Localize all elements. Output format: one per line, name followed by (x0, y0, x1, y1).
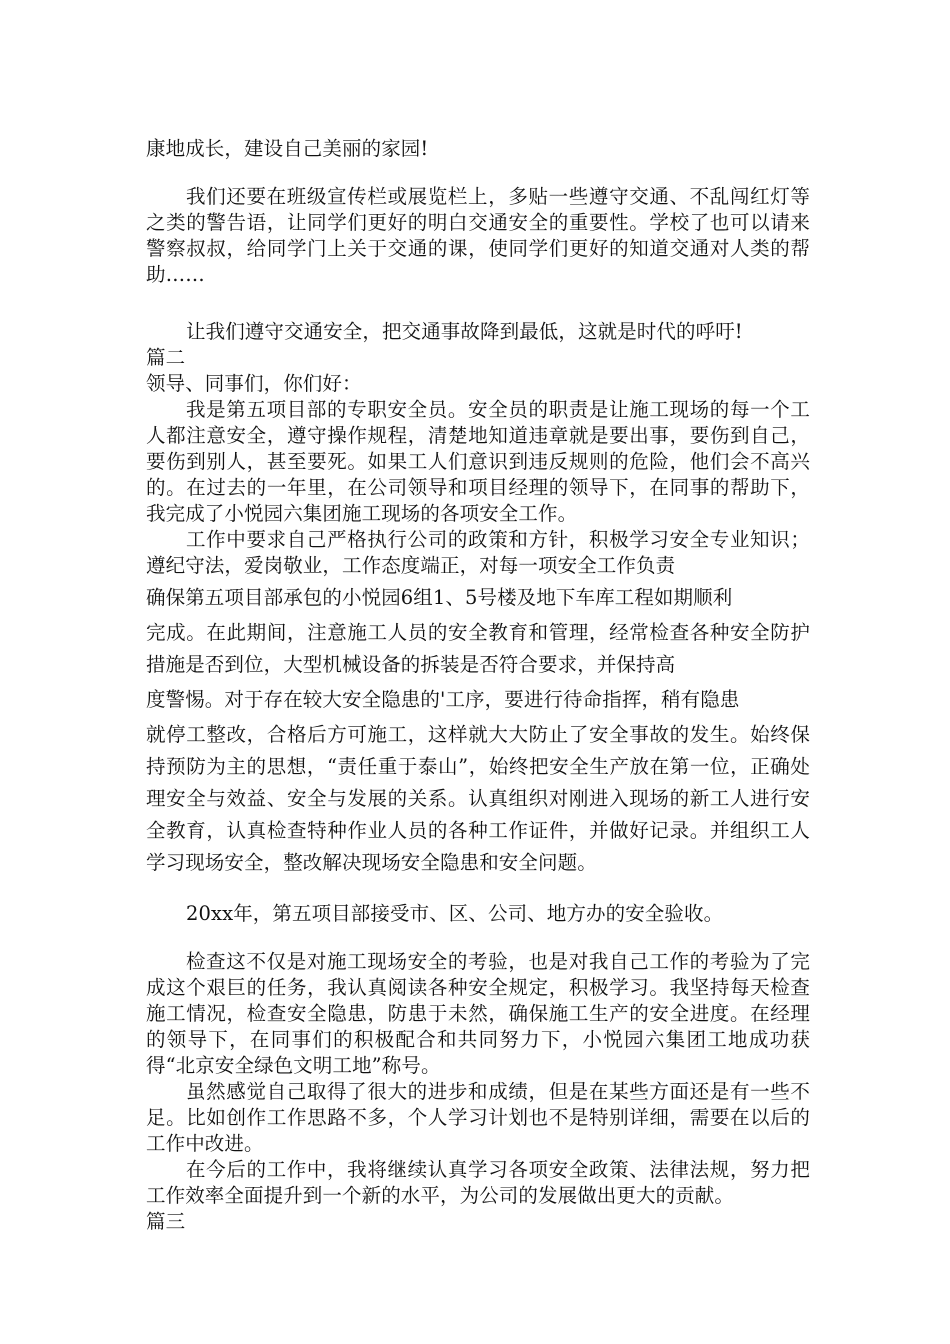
paragraph-work-b: 确保第五项目部承包的小悦园6组1、5号楼及地下车库工程如期顺利 (146, 586, 733, 609)
paragraph-intro-end: 康地成长，建设自己美丽的家园! (146, 137, 429, 160)
paragraph-work-a: 工作中要求自己严格执行公司的政策和方针，积极学习安全专业知识；遵纪守法，爱岗敬业，工作态度端正，对每一项安全工作负责 (146, 528, 810, 577)
paragraph-test: 检查这不仅是对施工现场安全的考验，也是对我自己工作的考验为了完成这个艰巨的任务，我认真阅读各种安全规定，积极学习。我坚持每天检查施工情况，检查安全隐患，防患于未然，确保施工生产的安全进度。在经理的领导下，在同事们的积极配合和共同努力下，小悦园六集团工地成功获得“北京安全绿色文明工地”称号。 (146, 950, 810, 1077)
document-body (146, 136, 810, 1235)
paragraph-promo: 我们还要在班级宣传栏或展览栏上，多贴一些遵守交通、不乱闯红灯等之类的警告语，让同学们更好的明白交通安全的重要性。学校了也可以请来警察叔叔，给同学门上关于交通的课，使同学们更好的知道交通对人类的帮助…… (146, 185, 810, 286)
section-heading-3: 篇三 (146, 1210, 186, 1233)
greeting: 领导、同事们，你们好： (146, 372, 362, 395)
section-heading-2: 篇二 (146, 346, 186, 369)
paragraph-inspection: 20xx年，第五项目部接受市、区、公司、地方办的安全验收。 (186, 902, 724, 925)
paragraph-role: 我是第五项目部的专职安全员。安全员的职责是让施工现场的每一个工人都注意安全，遵守操作规程，清楚地知道违章就是要出事，要伤到自己，要伤到别人，甚至要死。如果工人们意识到违反规则的危险，他们会不高兴的。在过去的一年里，在公司领导和项目经理的领导下，在同事的帮助下，我完成了小悦园六集团施工现场的各项安全工作。 (146, 398, 810, 525)
paragraph-work-c: 完成。在此期间，注意施工人员的安全教育和管理，经常检查各种安全防护措施是否到位，大型机械设备的拆装是否符合要求，并保持高 (146, 621, 810, 676)
paragraph-call: 让我们遵守交通安全，把交通事故降到最低，这就是时代的呼吁! (186, 320, 743, 343)
paragraph-future: 在今后的工作中，我将继续认真学习各项安全政策、法律法规，努力把工作效率全面提升到一个新的水平，为公司的发展做出更大的贡献。 (146, 1158, 810, 1207)
paragraph-work-d: 度警惕。对于存在较大安全隐患的'工序，要进行待命指挥，稍有隐患 (146, 688, 740, 711)
paragraph-work-e: 就停工整改，合格后方可施工，这样就大大防止了安全事故的发生。始终保持预防为主的思想，“责任重于泰山”，始终把安全生产放在第一位，正确处理安全与效益、安全与发展的关系。认真组织对刚进入现场的新工人进行安全教育，认真检查特种作业人员的各种工作证件，并做好记录。并组织工人学习现场安全，整改解决现场安全隐患和安全问题。 (146, 723, 810, 874)
paragraph-shortcoming: 虽然感觉自己取得了很大的进步和成绩，但是在某些方面还是有一些不足。比如创作工作思路不多，个人学习计划也不是特别详细，需要在以后的工作中改进。 (146, 1080, 810, 1155)
